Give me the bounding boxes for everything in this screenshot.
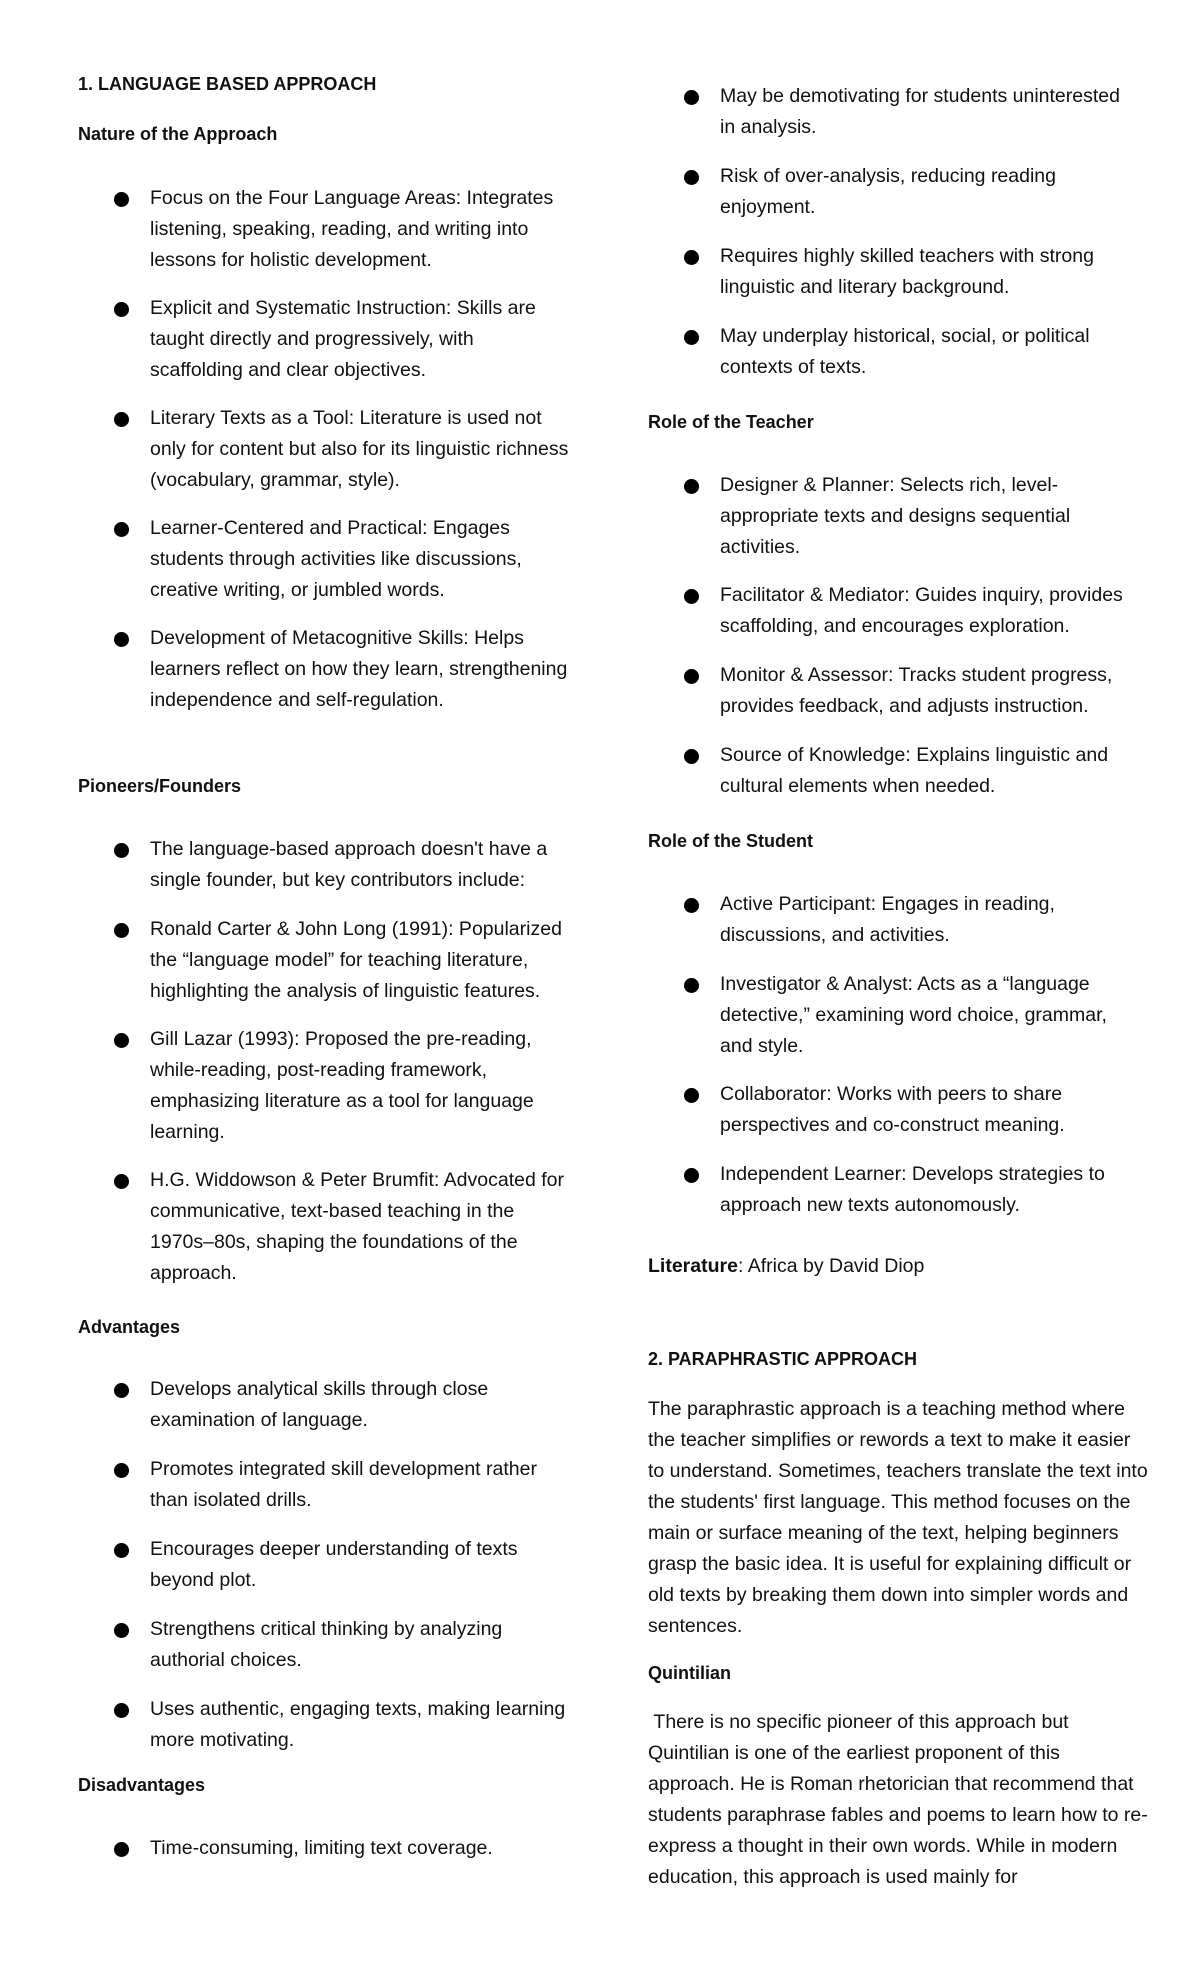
bullet-icon <box>114 1543 129 1558</box>
bullet-icon <box>114 1623 129 1638</box>
list-item: May be demotivating for students uninterested in analysis. <box>720 81 1140 143</box>
literature-value: : Africa by David Diop <box>737 1255 925 1277</box>
list-item: Risk of over-analysis, reducing reading enjoyment. <box>720 161 1140 223</box>
heading-pioneers: Pioneers/Founders <box>78 776 242 796</box>
list-item: Investigator & Analyst: Acts as a “language detective,” examining word choice, grammar, and style. <box>720 969 1140 1062</box>
list-item: H.G. Widdowson & Peter Brumfit: Advocated for communicative, text-based teaching in the 1970s–80s, shaping the foundations of the approach. <box>150 1165 570 1289</box>
list-item: Designer & Planner: Selects rich, level-appropriate texts and designs sequential activities. <box>720 470 1140 563</box>
list-item: Facilitator & Mediator: Guides inquiry, provides scaffolding, and encourages exploration. <box>720 580 1140 642</box>
bullet-icon <box>114 1463 129 1478</box>
list-item: Encourages deeper understanding of texts beyond plot. <box>150 1534 570 1596</box>
heading-nature: Nature of the Approach <box>78 124 278 144</box>
bullet-icon <box>114 302 129 317</box>
bullet-icon <box>684 1088 699 1103</box>
bullet-icon <box>684 978 699 993</box>
bullet-icon <box>114 1842 129 1857</box>
list-item: Strengthens critical thinking by analyzing authorial choices. <box>150 1614 570 1676</box>
bullet-icon <box>684 898 699 913</box>
heading-disadvantages: Disadvantages <box>78 1775 206 1795</box>
section-title-language-based: 1. LANGUAGE BASED APPROACH <box>78 74 377 94</box>
list-item: Independent Learner: Develops strategies to approach new texts autonomously. <box>720 1159 1140 1221</box>
list-item: Ronald Carter & John Long (1991): Popularized the “language model” for teaching literature, highlighting the analysis of linguistic features. <box>150 914 570 1007</box>
bullet-icon <box>114 632 129 647</box>
list-item: Develops analytical skills through close examination of language. <box>150 1374 570 1436</box>
bullet-icon <box>114 192 129 207</box>
list-item: Focus on the Four Language Areas: Integrates listening, speaking, reading, and writing into lessons for holistic development. <box>150 183 570 276</box>
bullet-icon <box>684 90 699 105</box>
section-title-paraphrastic: 2. PARAPHRASTIC APPROACH <box>648 1349 918 1369</box>
list-item: Promotes integrated skill development rather than isolated drills. <box>150 1454 570 1516</box>
quintilian-paragraph: There is no specific pioneer of this approach but Quintilian is one of the earliest proponent of this approach. He is Roman rhetorician that recommend that students paraphrase fables and poems to learn how to re-express a thought in their own words. While in modern education, this approach is used mainly for <box>648 1711 1148 1888</box>
bullet-icon <box>684 330 699 345</box>
list-item: Gill Lazar (1993): Proposed the pre-reading, while-reading, post-reading framework, emphasizing literature as a tool for language learning. <box>150 1024 570 1148</box>
bullet-icon <box>684 589 699 604</box>
bullet-icon <box>684 669 699 684</box>
list-item: The language-based approach doesn't have a single founder, but key contributors include: <box>150 834 570 896</box>
list-item: Active Participant: Engages in reading, discussions, and activities. <box>720 889 1140 951</box>
heading-quintilian: Quintilian <box>648 1663 731 1683</box>
bullet-icon <box>114 1703 129 1718</box>
bullet-icon <box>114 1033 129 1048</box>
bullet-icon <box>684 170 699 185</box>
heading-role-teacher: Role of the Teacher <box>648 412 814 432</box>
list-item: Development of Metacognitive Skills: Helps learners reflect on how they learn, strengthening independence and self-regulation. <box>150 623 570 716</box>
list-item: Uses authentic, engaging texts, making learning more motivating. <box>150 1694 570 1756</box>
bullet-icon <box>684 479 699 494</box>
bullet-icon <box>114 1174 129 1189</box>
bullet-icon <box>684 1168 699 1183</box>
list-item: Learner-Centered and Practical: Engages students through activities like discussions, creative writing, or jumbled words. <box>150 513 570 606</box>
list-item: Literary Texts as a Tool: Literature is used not only for content but also for its linguistic richness (vocabulary, grammar, style). <box>150 403 570 496</box>
list-item: Collaborator: Works with peers to share perspectives and co-construct meaning. <box>720 1079 1140 1141</box>
bullet-icon <box>114 412 129 427</box>
list-item: Time-consuming, limiting text coverage. <box>150 1833 570 1864</box>
heading-role-student: Role of the Student <box>648 831 813 851</box>
list-item: Requires highly skilled teachers with strong linguistic and literary background. <box>720 241 1140 303</box>
list-item: Monitor & Assessor: Tracks student progress, provides feedback, and adjusts instruction. <box>720 660 1140 722</box>
list-item: Source of Knowledge: Explains linguistic and cultural elements when needed. <box>720 740 1140 802</box>
paraphrastic-paragraph: The paraphrastic approach is a teaching method where the teacher simplifies or rewords a text to make it easier to understand. Sometimes, teachers translate the text into the students' first language. This method focuses on the main or surface meaning of the text, helping beginners grasp the basic idea. It is useful for explaining difficult or old texts by breaking them down into simpler words and sentences. <box>648 1398 1148 1637</box>
literature-line <box>648 1251 1148 1282</box>
bullet-icon <box>114 843 129 858</box>
list-item: Explicit and Systematic Instruction: Skills are taught directly and progressively, with scaffolding and clear objectives. <box>150 293 570 386</box>
bullet-icon <box>684 250 699 265</box>
bullet-icon <box>114 1383 129 1398</box>
bullet-icon <box>114 923 129 938</box>
heading-advantages: Advantages <box>78 1317 181 1337</box>
list-item: May underplay historical, social, or political contexts of texts. <box>720 321 1140 383</box>
bullet-icon <box>684 749 699 764</box>
bullet-icon <box>114 522 129 537</box>
literature-label: Literature <box>648 1255 738 1277</box>
